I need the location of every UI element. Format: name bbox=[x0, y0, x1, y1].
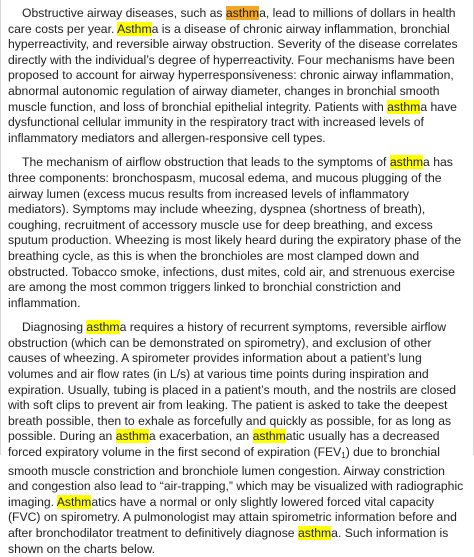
text-run: a exacerbation, an bbox=[148, 429, 253, 444]
text-run: a. Such information is shown on the charts below. bbox=[8, 526, 449, 556]
text-run: The mechanism of airflow obstruction that leads to the symptoms of bbox=[22, 155, 390, 170]
paragraph-asthma-overview bbox=[8, 6, 465, 146]
search-match-highlight: Asthm bbox=[56, 494, 92, 509]
text-run: a is a disease of chronic airway inflammation, bronchial hyperreactivity, and reversible airway obstruction. Severity of the disease correlates directly with the individual’s degree of hyperreactivity. Four mechanisms have been proposed to account for airway hyperresponsiveness: chronic airway inflammation, abnormal autonomic regulation of airway diameter, changes in bronchial smooth muscle function, and loss of bronchial epithelial integrity. Patients with bbox=[8, 21, 458, 114]
search-current-match-highlight: asthm bbox=[225, 6, 260, 20]
paragraph-asthma-diagnosis bbox=[8, 320, 465, 557]
subscript: 1 bbox=[341, 451, 346, 461]
text-run: a have dysfunctional cellular immunity in the respiratory tract with increased levels of inflammatory mediators and allergen-responsive cell types. bbox=[8, 99, 457, 145]
text-run: a has three components: bronchospasm, mucosal edema, and mucous plugging of the airway lumen (excess mucus results from increased levels of inflammatory mediators). Symptoms may include wheezing, dyspnea (shortness of breath), coughing, recruitment of accessory muscle use for deep breathing, and excess sputum production. Wheezing is most likely heard during the expiratory phase of the breathing cycle, as this is when the bronchioles are most clamped down and obstructed. Tobacco smoke, infections, dust mites, cold air, and strenuous exercise are among the most common triggers linked to bronchial constriction and inflammation. bbox=[8, 155, 462, 310]
search-match-highlight: asthm bbox=[115, 429, 149, 444]
text-run: Obstructive airway diseases, such as bbox=[22, 6, 226, 20]
text-run: atic usually has a decreased forced expiratory volume in the first second of expiration (FEV bbox=[8, 429, 440, 460]
search-match-highlight: asthm bbox=[86, 320, 120, 335]
search-match-highlight: asthm bbox=[387, 99, 421, 114]
text-run: atics have a normal or only slightly lowered forced vital capacity (FVC) on spirometry. A pulmonologist may attain spirometric information before and after bronchodilator treatment to definitively diagnose bbox=[8, 494, 457, 540]
search-match-highlight: asthm bbox=[297, 526, 332, 540]
paragraph-airflow-obstruction-mechanism bbox=[8, 155, 465, 311]
text-run: ) due to bronchial smooth muscle constriction and bronchiole lumen congestion. Airway constriction and congestion also lead to “air-trapping,” which may be visualized with radiographic imaging. bbox=[8, 445, 464, 509]
text-run: Diagnosing bbox=[22, 320, 87, 335]
search-match-highlight: asthm bbox=[389, 155, 424, 170]
text-run: a requires a history of recurrent symptoms, reversible airflow obstruction (which can be demonstrated on spirometry), and exclusion of other causes of wheezing. A spirometer provides information about a patient’s lung volumes and air flow rates (in L/s) at various time points during inspiration and expiration. Usually, tubing is placed in a patient’s mouth, and the nostrils are closed with soft clips to prevent air from leaking. The patient is asked to take the deepest breath possible, then to exhale as forcefully and quickly as possible, for as long as possible. During an bbox=[8, 320, 457, 444]
search-match-highlight: asthm bbox=[252, 429, 286, 444]
search-match-highlight: Asthm bbox=[117, 21, 152, 36]
text-run: a, lead to millions of dollars in health care costs per year. bbox=[8, 6, 456, 36]
